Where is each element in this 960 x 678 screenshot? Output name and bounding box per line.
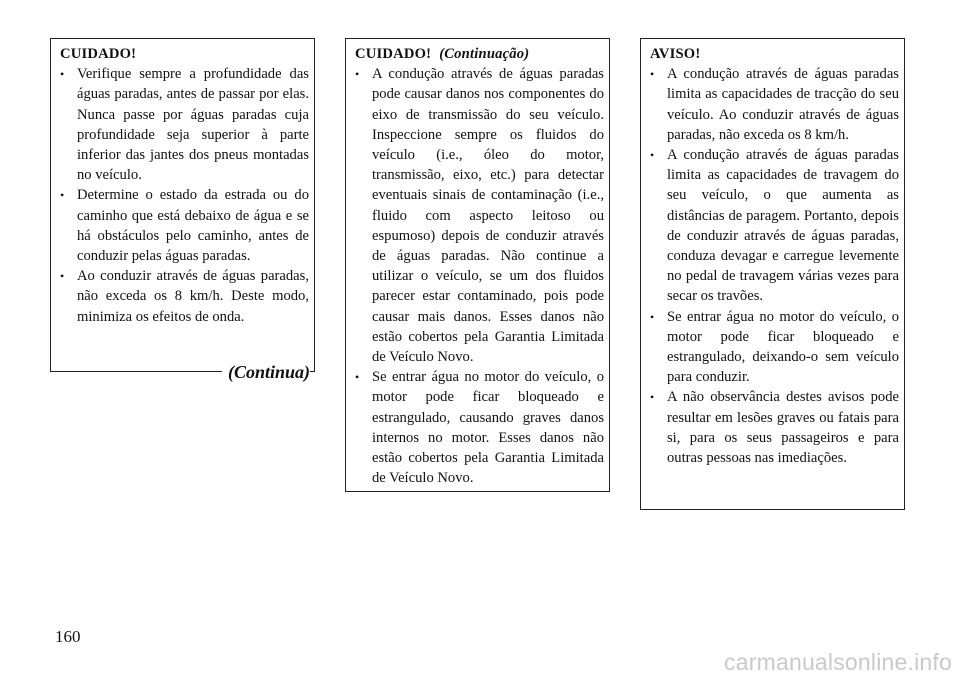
caution-heading [355, 44, 604, 64]
list-item-text: A não observância destes avisos pode resultar em lesões graves ou fatais para si, para os seus passageiros e para outras pessoas nas imediações. [667, 389, 899, 467]
list-item [355, 64, 604, 367]
list-item-text: Ao conduzir através de águas paradas, não exceda os 8 km/h. Deste modo, minimiza os efeitos de onda. [77, 268, 309, 325]
list-item [60, 185, 309, 266]
caution-heading-text: CUIDADO! [60, 46, 137, 62]
list-item [650, 307, 899, 388]
caution-heading [60, 44, 309, 64]
warning-heading-text: AVISO! [650, 46, 701, 62]
bullet-icon: • [650, 148, 655, 163]
bullet-icon: • [650, 309, 655, 324]
bullet-icon: • [355, 370, 360, 385]
list-item [650, 145, 899, 307]
list-item-text: A condução através de águas paradas limita as capacidades de travagem do seu veículo, o que aumenta as distâncias de paragem. Portanto, depois de conduzir através de águas paradas, conduza devagar e carregue levemente no pedal de travagem várias vezes para secar os travões. [667, 147, 899, 305]
list-item-text: A condução através de águas paradas limita as capacidades de tracção do seu veículo. Ao conduzir através de águas paradas, não exceda os 8 km/h. [667, 66, 899, 143]
bullet-icon: • [650, 67, 655, 82]
caution-box-1 [50, 38, 315, 382]
continued-label: (Continua) [222, 361, 310, 383]
caution-list [355, 64, 604, 488]
caution-list [60, 64, 309, 327]
caution-box-2 [345, 38, 610, 492]
list-item-text: Verifique sempre a profundidade das águas paradas, antes de passar por elas. Nunca passe por águas paradas cuja profundidade seja superior à parte inferior das jantes dos pneus montadas no veículo. [77, 66, 309, 184]
warning-heading [650, 44, 899, 64]
list-item-text: Determine o estado da estrada ou do caminho que está debaixo de água e se há obstáculos pelo caminho, antes de conduzir pelas águas paradas. [77, 187, 309, 265]
bullet-icon: • [60, 269, 65, 284]
list-item-text: A condução através de águas paradas pode causar danos nos componentes do eixo de transmissão do seu veículo. Inspeccione sempre os fluidos do veículo (i.e., óleo do motor, transmissão, eixo, etc.) para detectar eventuais sinais de contaminação (i.e., fluido com aspecto leitoso ou espumoso) depois de conduzir através de águas paradas. Não continue a utilizar o veículo, se um dos fluidos parecer estar contaminado, pois pode causar mais danos. Esses danos não estão cobertos pela Garantia Limitada de Veículo Novo. [372, 66, 604, 366]
watermark: carmanualsonline.info [724, 649, 952, 675]
list-item [60, 266, 309, 327]
list-item [650, 387, 899, 468]
warning-box [640, 38, 905, 510]
bullet-icon: • [355, 67, 360, 82]
caution-heading-text: CUIDADO! [355, 46, 432, 62]
bullet-icon: • [650, 390, 655, 405]
list-item [355, 367, 604, 488]
bullet-icon: • [60, 188, 65, 203]
list-item-text: Se entrar água no motor do veículo, o motor pode ficar bloqueado e estrangulado, causando graves danos internos no motor. Esses danos não estão cobertos pela Garantia Limitada de Veículo Novo. [372, 369, 604, 487]
page-number: 160 [55, 627, 81, 646]
continuation-label: (Continuação) [439, 46, 530, 62]
list-item-text: Se entrar água no motor do veículo, o motor pode ficar bloqueado e estrangulado, deixando-o sem veículo para conduzir. [667, 308, 899, 386]
list-item [650, 64, 899, 145]
bullet-icon: • [60, 67, 65, 82]
warning-list [650, 64, 899, 468]
list-item [60, 64, 309, 185]
